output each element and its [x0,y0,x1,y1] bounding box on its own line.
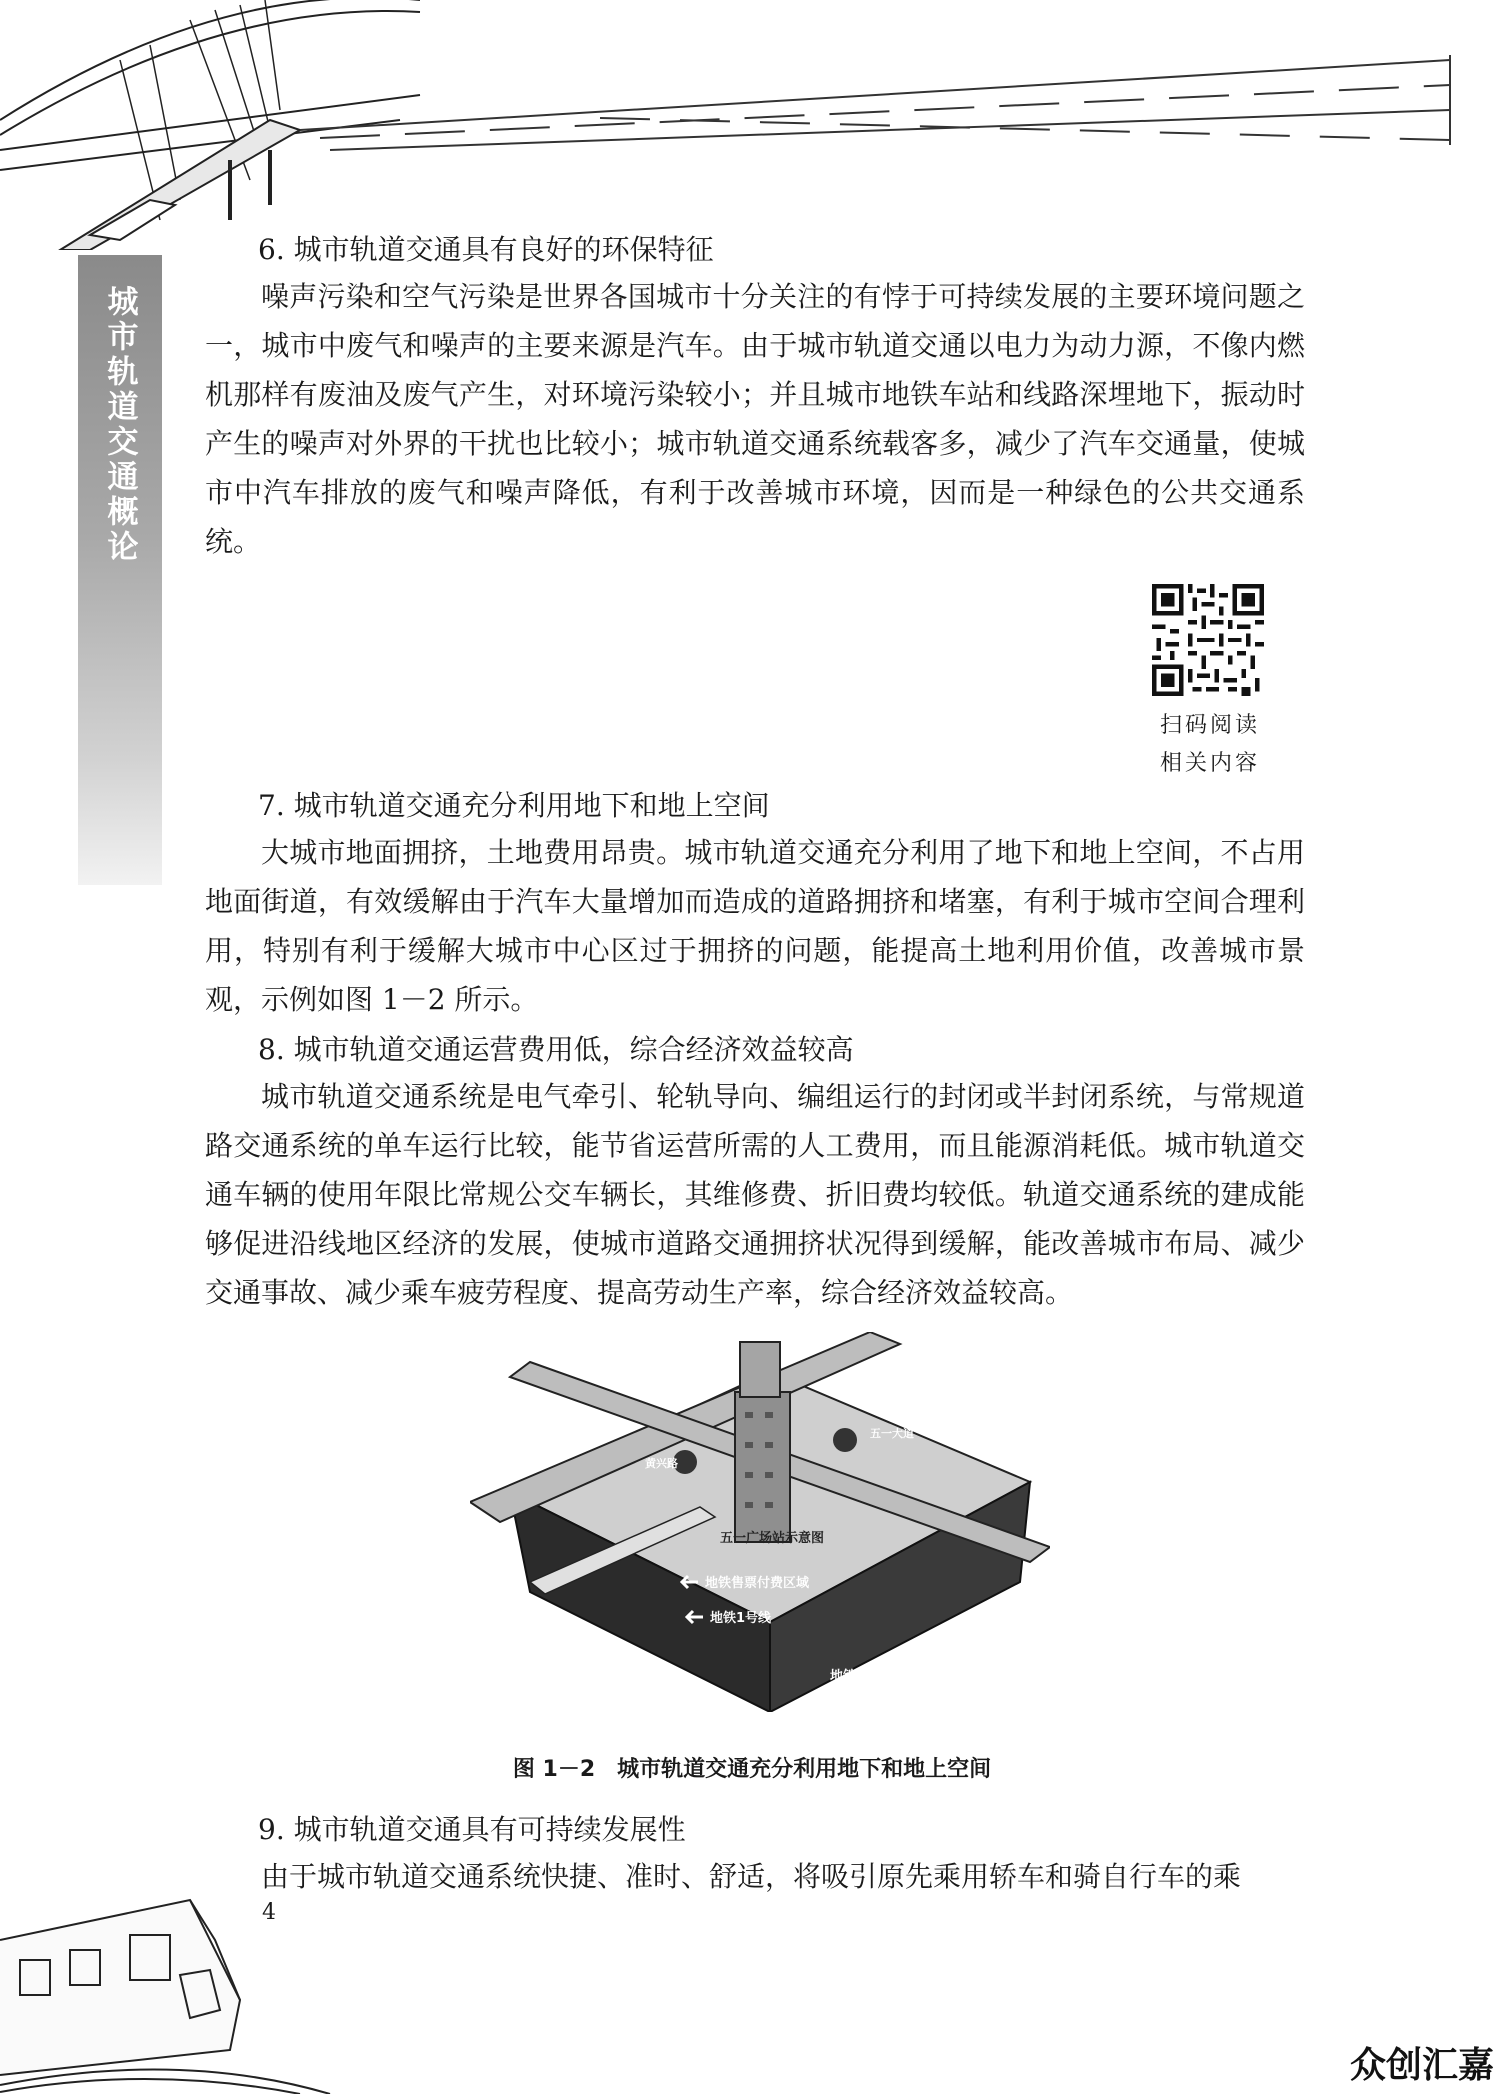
figure-level2-label: 地铁1号线 [710,1611,772,1626]
side-tab-title: 城市轨道交通概论 [101,285,138,565]
figure-level3-label: 地铁2号线 [830,1669,892,1684]
qr-caption-line1: 扫码阅读 [1159,713,1260,738]
section-7-heading: 7. 城市轨道交通充分利用地下和地上空间 [258,789,770,822]
qr-code [1152,584,1264,696]
figure-caption: 图 1－2 城市轨道交通充分利用地下和地上空间 [512,1757,992,1782]
figure-road-label-left: 黄兴路 [645,1457,678,1470]
side-chapter-tab [78,255,162,885]
figure-level1-label: 地铁售票付费区域 [705,1576,810,1591]
section-8-heading: 8. 城市轨道交通运营费用低，综合经济效益较高 [258,1033,854,1066]
section-9-body [205,1852,1305,1901]
header-bridge-illustration [0,0,1504,250]
figure-station-label: 五一广场站示意图 [720,1531,825,1546]
qr-caption-line2: 相关内容 [1159,751,1260,776]
watermark: 众创汇嘉 [1349,2045,1494,2086]
page-number: 4 [262,1900,276,1925]
section-9-heading: 9. 城市轨道交通具有可持续发展性 [258,1813,686,1846]
section-8-paragraph: 城市轨道交通系统是电气牵引、轮轨导向、编组运行的封闭或半封闭系统，与常规道路交通系统的单车运行比较，能节省运营所需的人工费用，而且能源消耗低。城市轨道交通车辆的使用年限比常规公交车辆长，其维修费、折旧费均较低。轨道交通系统的建成能够促进沿线地区经济的发展，使城市道路交通拥挤状况得到缓解，能改善城市布局、减少交通事故、减少乘车疲劳程度、提高劳动生产率，综合经济效益较高。 [205,1080,1305,1309]
footer-train-illustration [0,1880,340,2094]
section-8-body [205,1072,1305,1317]
section-6-paragraph: 噪声污染和空气污染是世界各国城市十分关注的有悖于可持续发展的主要环境问题之一，城市中废气和噪声的主要来源是汽车。由于城市轨道交通以电力为动力源，不像内燃机那样有废油及废气产生，对环境污染较小；并且城市地铁车站和线路深埋地下，振动时产生的噪声对外界的干扰也比较小；城市轨道交通系统载客多，减少了汽车交通量，使城市中汽车排放的废气和噪声降低，有利于改善城市环境，因而是一种绿色的公共交通系统。 [205,280,1305,558]
section-6-heading: 6. 城市轨道交通具有良好的环保特征 [258,233,714,266]
section-9-paragraph: 由于城市轨道交通系统快捷、准时、舒适，将吸引原先乘用轿车和骑自行车的乘 [261,1860,1242,1893]
section-7-paragraph: 大城市地面拥挤，土地费用昂贵。城市轨道交通充分利用了地下和地上空间，不占用地面街道，有效缓解由于汽车大量增加而造成的道路拥挤和堵塞，有利于城市空间合理利用，特别有利于缓解大城市中心区过于拥挤的问题，能提高土地利用价值，改善城市景观，示例如图 1－2 所示。 [205,836,1305,1016]
station-cutaway-figure [470,1332,1050,1712]
figure-road-label-right: 五一大道 [870,1427,914,1440]
section-7-body [205,828,1305,1024]
section-6-body [205,272,1305,566]
